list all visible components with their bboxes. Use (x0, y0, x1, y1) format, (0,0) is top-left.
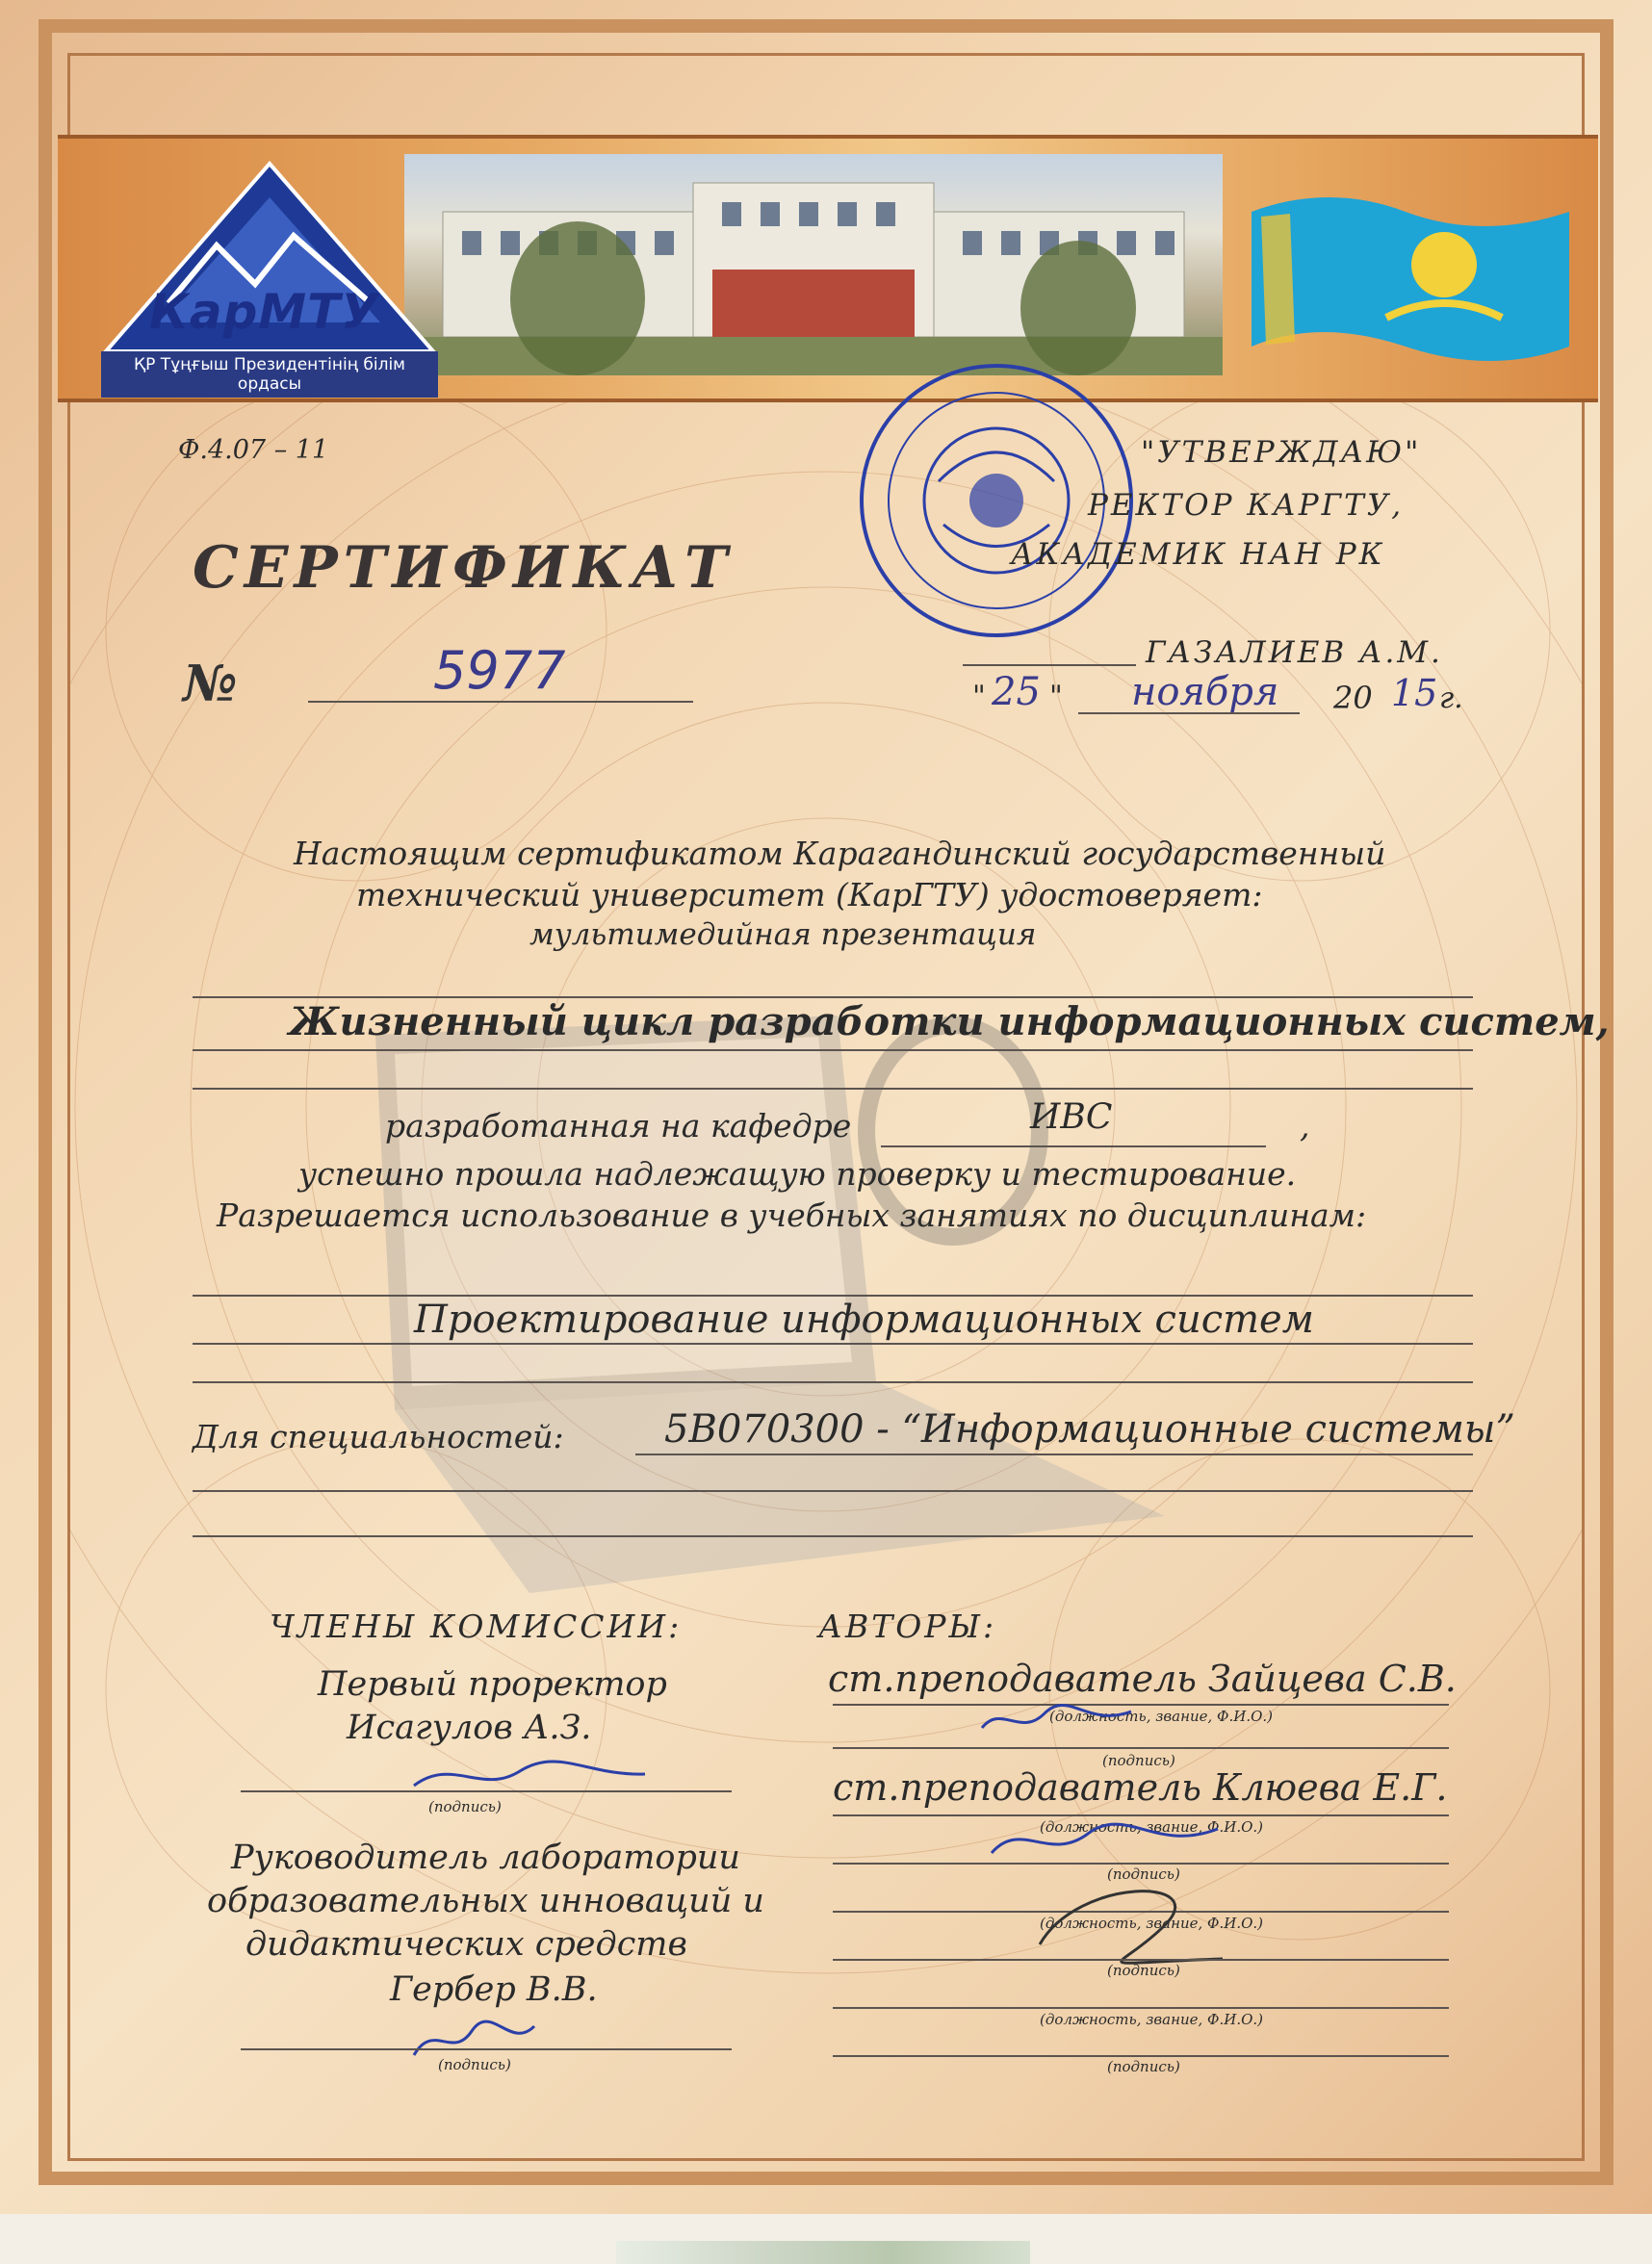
author4-signature-line (833, 2055, 1449, 2057)
member1-signature-caption: (подпись) (428, 1798, 502, 1815)
rule-6 (193, 1381, 1473, 1383)
department-comma: , (1300, 1107, 1310, 1145)
rule-8 (193, 1535, 1473, 1537)
number-underline (308, 701, 693, 703)
specialty: 5В070300 - “Информационные системы” (664, 1407, 1515, 1452)
date-quote-open: " (972, 680, 986, 713)
member1-name: Исагулов А.З. (347, 1709, 592, 1747)
rule-1 (193, 996, 1473, 998)
logo-subtitle: ҚР Тұңғыш Президентінің білім ордасы (101, 351, 438, 398)
member2-title-line-2: образовательных инноваций и (207, 1882, 764, 1920)
author4-signature-caption: (подпись) (1107, 2058, 1180, 2075)
rule-4 (193, 1295, 1473, 1297)
date-month-underline (1078, 712, 1300, 714)
rule-5 (193, 1343, 1473, 1345)
kazakhstan-flag (1242, 183, 1579, 375)
member2-signature-line (241, 2048, 732, 2050)
date-year-prefix: 20 (1333, 680, 1373, 716)
member1-signature (395, 1747, 664, 1805)
form-code: Ф.4.07 – 11 (178, 435, 329, 465)
author1-position-caption: (должность, звание, Ф.И.О.) (1049, 1708, 1274, 1725)
author1-signature (972, 1694, 1146, 1752)
rule-7 (193, 1490, 1473, 1492)
intro-line-2: технический университет (КарГТУ) удостоверяет: (356, 876, 1263, 913)
commission-heading: ЧЛЕНЫ КОМИССИИ: (270, 1608, 683, 1645)
author2-position-caption: (должность, звание, Ф.И.О.) (1040, 1818, 1264, 1836)
certificate-number-label: № (183, 655, 238, 713)
certificate-title: СЕРТИФИКАТ (193, 534, 734, 602)
allowed-text: Разрешается использование в учебных занятиях по дисциплинам: (217, 1196, 1367, 1234)
author-2: ст.преподаватель Клюева Е.Г. (833, 1766, 1448, 1809)
specialty-underline (635, 1454, 1473, 1455)
author3-signature-caption: (подпись) (1107, 1962, 1180, 1979)
approval-academic: АКАДЕМИК НАН РК (1011, 537, 1385, 572)
date-day: 25 (992, 670, 1041, 714)
presentation-title: Жизненный цикл разработки информационных систем, (289, 999, 1610, 1044)
university-building-photo (404, 154, 1223, 375)
rule-2 (193, 1049, 1473, 1051)
rule-3 (193, 1088, 1473, 1090)
author4-position-line (833, 2007, 1449, 2009)
discipline: Проектирование информационных систем (414, 1298, 1314, 1342)
member1-signature-line (241, 1790, 732, 1792)
rector-signature-line (963, 664, 1136, 666)
member1-title: Первый проректор (318, 1665, 667, 1704)
certificate-number: 5977 (433, 640, 566, 701)
member2-signature-caption: (подпись) (438, 2056, 511, 2073)
member2-title-line-3: дидактических средств (245, 1925, 687, 1964)
intro-line-1: Настоящим сертификатом Карагандинский государственный (294, 835, 1386, 872)
author1-signature-line (833, 1747, 1449, 1749)
author3-signature-line (833, 1959, 1449, 1961)
department: ИВС (1030, 1097, 1113, 1137)
department-underline (881, 1145, 1266, 1147)
author-1: ст.преподаватель Зайцева С.В. (828, 1658, 1457, 1700)
passed-text: успешно прошла надлежащую проверку и тестирование. (298, 1155, 1297, 1193)
author3-position-caption: (должность, звание, Ф.И.О.) (1040, 1915, 1264, 1932)
approval-heading: "УТВЕРЖДАЮ" (1141, 435, 1422, 470)
author1-signature-caption: (подпись) (1102, 1752, 1175, 1769)
developed-label: разработанная на кафедре (385, 1107, 852, 1145)
author4-position-caption: (должность, звание, Ф.И.О.) (1040, 2011, 1264, 2028)
author2-signature-caption: (подпись) (1107, 1865, 1180, 1883)
scan-edge-strip (616, 2241, 1030, 2264)
member2-name: Гербер В.В. (390, 1970, 598, 2009)
author3-signature (1020, 1867, 1252, 1973)
logo-text: КарМТУ (149, 284, 379, 340)
date-year-unit: г. (1439, 682, 1463, 715)
authors-heading: АВТОРЫ: (818, 1608, 997, 1645)
specialty-label: Для специальностей: (193, 1418, 564, 1455)
intro-line-3: мультимедийная презентация (529, 917, 1037, 952)
karmtu-logo (91, 159, 448, 395)
member2-title-line-1: Руководитель лаборатории (231, 1839, 740, 1877)
approval-rector-name: ГАЗАЛИЕВ А.М. (1146, 635, 1443, 670)
approval-rector: РЕКТОР КАРГТУ, (1088, 488, 1405, 523)
author2-signature-line (833, 1863, 1449, 1865)
date-quote-close: " (1049, 680, 1063, 713)
date-month: ноября (1131, 670, 1279, 714)
date-year-suffix: 15 (1391, 672, 1438, 714)
